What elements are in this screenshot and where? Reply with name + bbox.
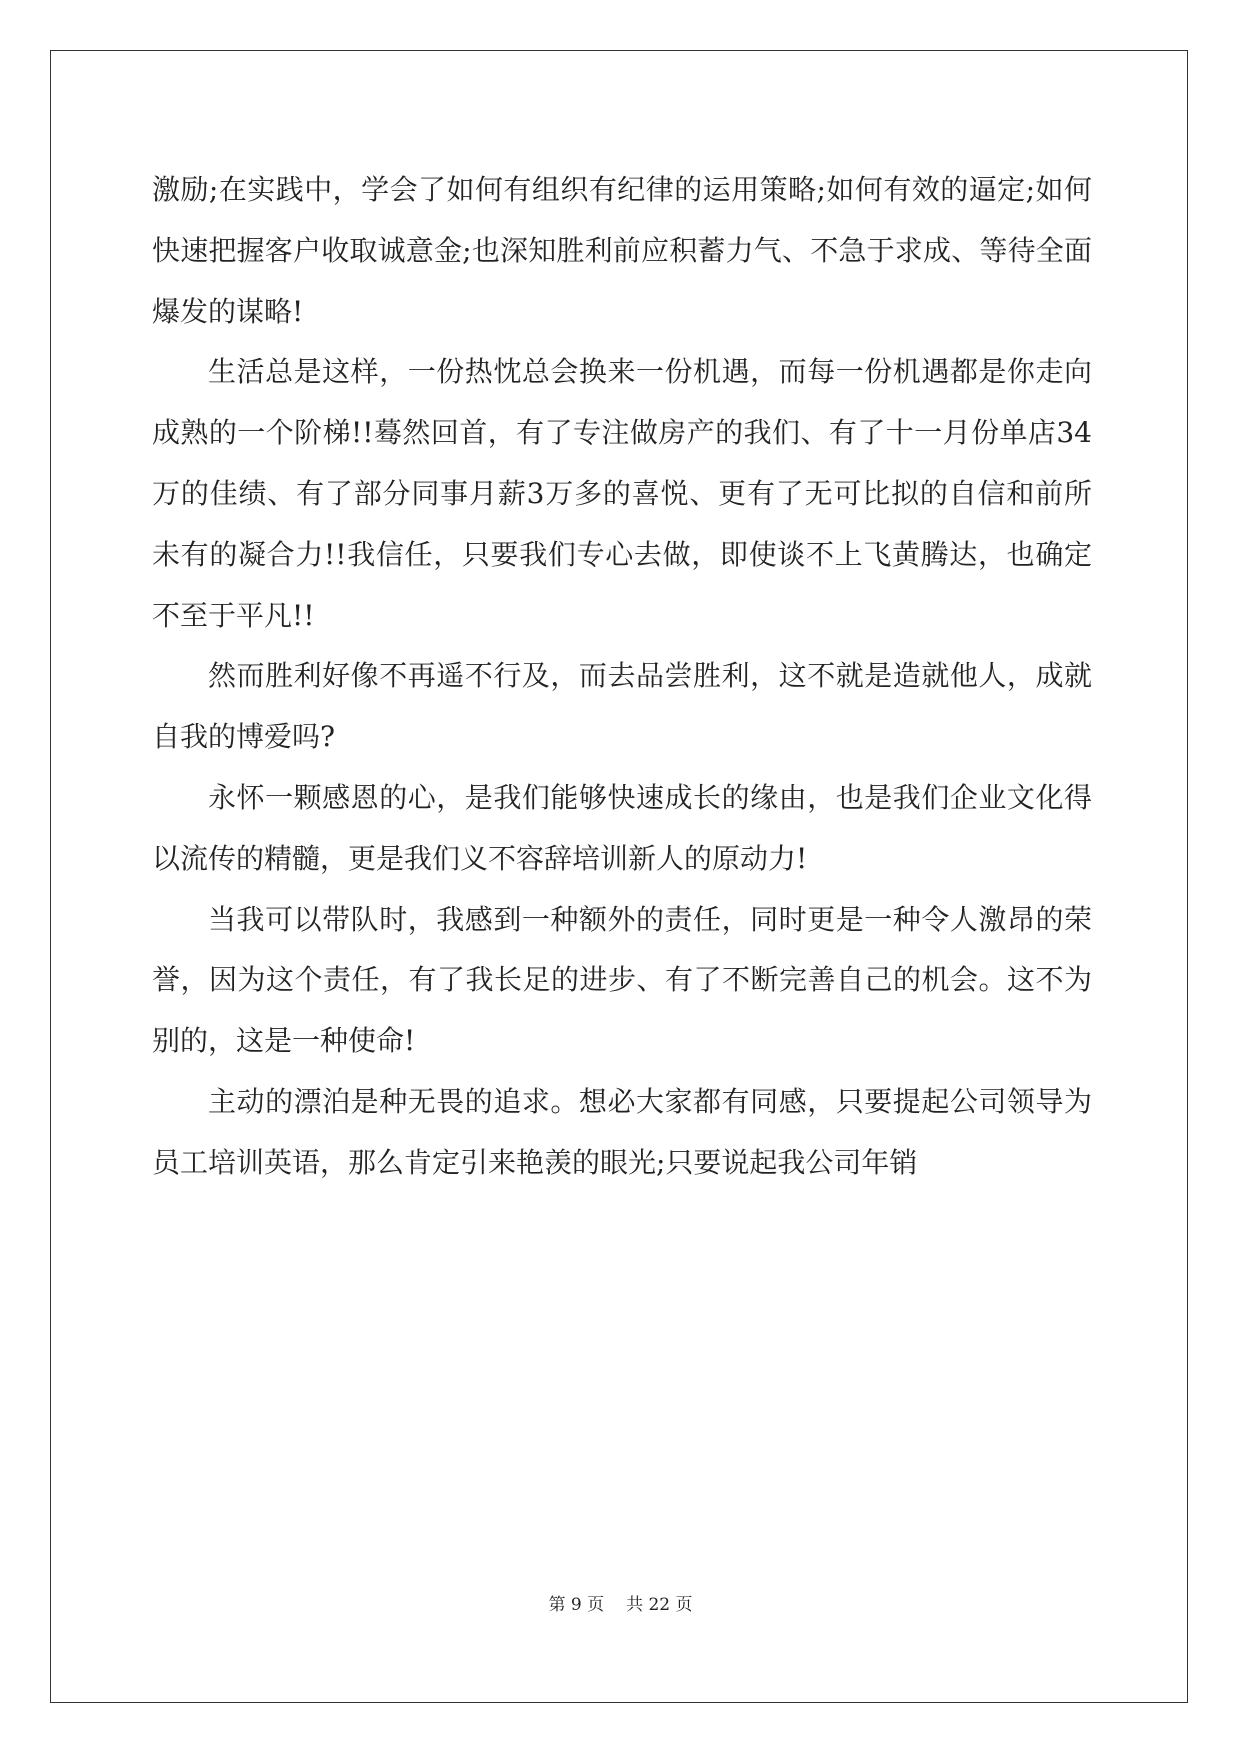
paragraph-2: 生活总是这样，一份热忱总会换来一份机遇，而每一份机遇都是你走向成熟的一个阶梯!!蓦然回首，有了专注做房产的我们、有了十一月份单店34万的佳绩、有了部分同事月薪3万多的喜悦、更有了无可比拟的自信和前所未有的凝合力!!我信任，只要我们专心去做，即使谈不上飞黄腾达，也确定不至于平凡!! [152,355,1092,632]
paragraph-3: 然而胜利好像不再遥不行及，而去品尝胜利，这不就是造就他人，成就自我的博爱吗? [152,659,1092,754]
paragraph-1: 激励;在实践中，学会了如何有组织有纪律的运用策略;如何有效的逼定;如何快速把握客户收取诚意金;也深知胜利前应积蓄力气、不急于求成、等待全面爆发的谋略! [152,173,1092,328]
page-footer [0,1590,1241,1615]
page-number-total: 共 22 页 [626,1595,693,1615]
paragraph-5: 当我可以带队时，我感到一种额外的责任，同时更是一种令人激昂的荣誉，因为这个责任，有了我长足的进步、有了不断完善自己的机会。这不为别的，这是一种使命! [152,902,1092,1058]
paragraph-6: 主动的漂泊是种无畏的追求。想必大家都有同感，只要提起公司领导为员工培训英语，那么肯定引来艳羡的眼光;只要说起我公司年销 [152,1084,1092,1179]
document-body [152,160,1092,1194]
page-number-current: 第 9 页 [548,1595,605,1615]
paragraph-4: 永怀一颗感恩的心，是我们能够快速成长的缘由，也是我们企业文化得以流传的精髓，更是我们义不容辞培训新人的原动力! [152,780,1092,875]
